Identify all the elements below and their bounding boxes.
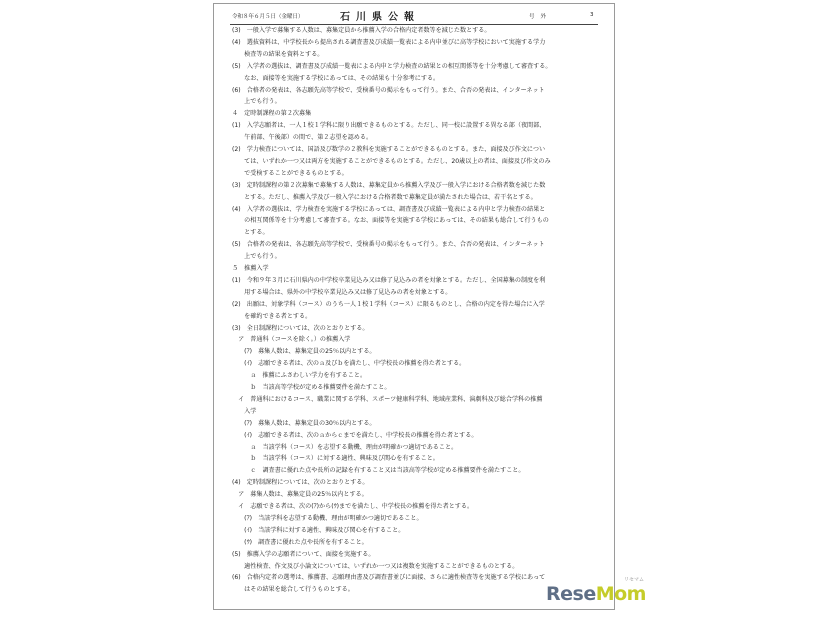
gazette-title: 石川県公報 — [340, 12, 420, 23]
text-line: (2) 学力検査については、国語及び数学の２教科を実施することができるものとする。また、面接及び作文につい — [232, 146, 546, 153]
text-line: (3) 一般入学で募集する人数は、募集定員から推薦入学の合格内定者数等を減じた数とする。 — [232, 27, 491, 34]
text-line: (4) 入学者の選抜は、学力検査を実施する学校にあっては、調査書及び成績一覧表による内申と学力検査の結果と — [232, 205, 546, 213]
text-line: (ｲ) 志願できる者は、次のａ及びｂを満たし、中学校長の推薦を得た者とする。 — [232, 360, 466, 368]
text-line: の相互関係等を十分考慮して審査する。なお、面接等を実施する学校にあっては、その結果も総合して行うもの — [232, 217, 549, 225]
text-line: はその結果を総合して行うものとする。 — [232, 586, 354, 594]
resemom-logo — [546, 577, 646, 605]
text-line: ａ 推薦にふさわしい学力を有すること。 — [232, 372, 367, 380]
text-line: 午前部、午後部）の間で、第２志望を認める。 — [232, 134, 373, 142]
text-line: ｃ 調査書に優れた点や長所の記録を有すること又は当該高等学校が定める推薦要件を満たすこと。 — [232, 467, 525, 475]
text-line: なお、面接等を実施する学校にあっては、その結果も十分参考にする。 — [232, 74, 440, 82]
text-line: とする。ただし、推薦入学及び一般入学における合格者数で募集定員が満たされた場合は、若干名とする。 — [232, 193, 537, 201]
page-header — [214, 10, 614, 22]
text-line: (3) 全日制課程については、次のとおりとする。 — [232, 324, 369, 332]
text-line: ４ 定時制課程の第２次募集 — [232, 110, 312, 118]
text-line: 適性検査、作文及び小論文については、いずれか一つ又は複数を実施することができるものとする。 — [232, 562, 519, 570]
text-line: (4) 選抜資料は、中学校長から提出される調査書及び成績一覧表による内申並びに高等学校において実施する学力 — [232, 38, 546, 46]
text-line: (5) 推薦入学の志願者について、面接を実施する。 — [232, 550, 375, 558]
text-line: (ｲ) 当該学科に対する適性、興味及び関心を有すること。 — [232, 526, 405, 534]
text-line: ｂ 当該学科（コース）に対する適性、興味及び関心を有すること。 — [232, 455, 439, 463]
text-line: ア 募集人数は、募集定員の25％以内とする。 — [232, 491, 368, 499]
text-line: (4) 定時制課程については、次のとおりとする。 — [232, 479, 369, 487]
logo-text-rese: Rese — [546, 583, 596, 605]
page-number: 3 — [590, 12, 594, 18]
issue-date: 令和８年６月５日（金曜日） — [232, 14, 304, 20]
text-line: イ 志願できる者は、次の(ｱ)から(ｳ)までを満たし、中学校長の推薦を得た者とする。 — [232, 503, 474, 510]
text-line: (6) 合格者の発表は、各志願先高等学校で、受検番号の掲示をもって行う。また、合否の発表は、インターネット — [232, 86, 545, 94]
text-line: ５ 推薦入学 — [232, 265, 269, 272]
issue-type: 号外 — [529, 14, 553, 20]
text-line: (ｱ) 募集人数は、募集定員の30％以内とする。 — [232, 419, 376, 427]
logo-text-mom: Mom — [595, 583, 646, 605]
text-line: で受検することができるものとする。 — [232, 169, 348, 177]
text-line: イ 普通科におけるコース、職業に関する学科、スポーツ健康科学科、地域産業科、演劇科及び総合学科の推薦 — [232, 395, 543, 403]
header-rule — [230, 24, 598, 25]
text-line: (ｱ) 当該学科を志望する動機、理由が明確かつ適切であること。 — [232, 514, 423, 522]
text-line: ａ 当該学科（コース）を志望する動機、理由が明確かつ適切であること。 — [232, 443, 458, 451]
text-line: を確約できる者とする。 — [232, 312, 312, 320]
text-line: 上でも行う。 — [232, 98, 281, 106]
text-line: (5) 入学者の選抜は、調査書及び成績一覧表による内申と学力検査の結果との相互関係等を十分考慮して審査する。 — [232, 62, 552, 70]
text-line: (5) 合格者の発表は、各志願先高等学校で、受検番号の掲示をもって行う。また、合否の発表は、インターネット — [232, 241, 545, 249]
text-line: ア 普通科（コースを除く。）の推薦入学 — [232, 336, 351, 344]
logo-ruby: リセマム — [624, 577, 644, 583]
text-line: (1) 令和９年３月に石川県内の中学校卒業見込み又は修了見込みの者を対象とする。ただし、全国募集の制度を利 — [232, 276, 546, 284]
text-line: 用する場合は、県外の中学校卒業見込み又は修了見込みの者を対象とする。 — [232, 288, 452, 296]
gazette-page — [213, 3, 615, 610]
text-line: (6) 合格内定者の選考は、推薦書、志願理由書及び調査書並びに面接、さらに適性検査等を実施する学校にあって — [232, 574, 546, 582]
text-line: (3) 定時制課程の第２次募集で募集する人数は、募集定員から推薦入学及び一般入学における合格者数を減じた数 — [232, 181, 546, 189]
text-line: とする。 — [232, 229, 269, 237]
text-line: ては、いずれか一つ又は両方を実施することができるものとする。ただし、20歳以上の者は、面接及び作文のみ — [232, 157, 551, 165]
text-line: (2) 出願は、対象学科（コース）のうち一人１校１学科（コース）に限るものとし、合格の内定を得た場合に入学 — [232, 300, 545, 308]
text-line: 検査等の結果を資料とする。 — [232, 50, 324, 58]
text-line: 入学 — [232, 407, 257, 415]
text-line: (ｱ) 募集人数は、募集定員の25％以内とする。 — [232, 348, 376, 356]
text-line: (1) 入学志願者は、一人１校１学科に限り出願できるものとする。ただし、同一校に設置する異なる部（夜間部、 — [232, 122, 546, 130]
text-line: (ｲ) 志願できる者は、次のａからｃまでを満たし、中学校長の推薦を得た者とする。 — [232, 431, 478, 439]
text-line: 上でも行う。 — [232, 253, 281, 261]
text-line: (ｳ) 調査書に優れた点や長所を有すること。 — [232, 538, 368, 546]
text-line: ｂ 当該高等学校が定める推薦要件を満たすこと。 — [232, 384, 391, 391]
